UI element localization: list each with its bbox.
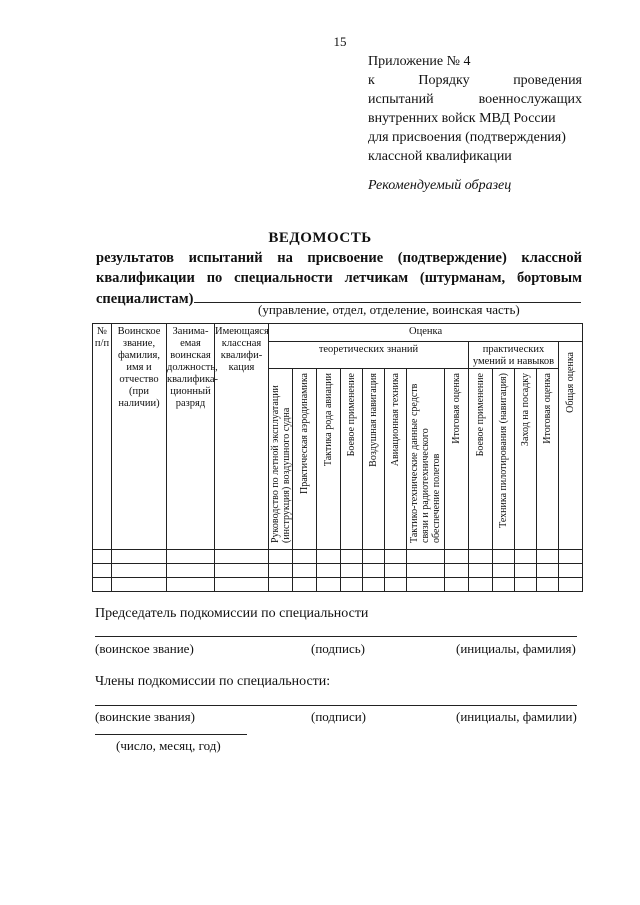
subtitle-word: (штурманам, <box>419 270 506 286</box>
members-fill-line[interactable] <box>95 705 577 706</box>
theory-col-8 <box>445 369 469 550</box>
date-caption: (число, месяц, год) <box>116 738 221 753</box>
subtitle-word: присвоение <box>307 250 384 266</box>
theory-col-3 <box>317 369 341 550</box>
members-initials-caption: (инициалы, фамилии) <box>456 709 577 724</box>
theory-header-text: Боевое применение <box>346 373 357 457</box>
members-signatures-caption: (подписи) <box>311 709 366 724</box>
subtitle-word: бортовым <box>516 270 582 286</box>
header-total-cell <box>559 342 583 550</box>
table-row[interactable] <box>93 578 583 592</box>
appendix-word: испытаний <box>368 92 434 107</box>
appendix-block <box>368 52 582 166</box>
subtitle-word: летчикам <box>344 270 409 286</box>
subtitle-word: специальности <box>234 270 333 286</box>
header-position: Занима-емая воинская должность, квалифика-ционный разряд <box>167 324 215 550</box>
theory-header-text: Тактико-технические данные средств связи и радиотехнического обеспечение полетов <box>408 383 442 543</box>
practice-col-1 <box>469 369 493 550</box>
header-qualification: Имеющаяся классная квалифи-кация <box>215 324 269 550</box>
subtitle-word: по <box>206 270 223 286</box>
practice-header-text: Техника пилотирования (навигация) <box>498 373 509 528</box>
members-label: Члены подкомиссии по специальности: <box>95 674 331 689</box>
header-rank-name: Воинское звание, фамилия, имя и отчество (при наличии) <box>112 324 167 550</box>
chairman-rank-caption: (воинское звание) <box>95 641 194 656</box>
theory-header-text: Тактика рода авиации <box>323 373 334 467</box>
practice-col-2 <box>493 369 515 550</box>
appendix-word: проведения <box>513 73 582 88</box>
chairman-initials-caption: (инициалы, фамилия) <box>456 641 576 656</box>
subtitle-word: на <box>277 250 293 266</box>
subtitle-row-1 <box>96 248 582 268</box>
appendix-word: к <box>368 73 375 88</box>
unit-caption: (управление, отдел, отделение, воинская часть) <box>258 302 520 317</box>
subtitle-word: квалификации <box>96 270 195 286</box>
theory-col-4 <box>341 369 363 550</box>
table-row[interactable] <box>93 564 583 578</box>
theory-header-text: Авиационная техника <box>390 373 401 467</box>
appendix-word: Порядку <box>418 73 470 88</box>
theory-col-7 <box>407 369 445 550</box>
unit-fill-line[interactable] <box>194 288 581 303</box>
recommended-sample: Рекомендуемый образец <box>368 178 512 193</box>
subtitle-word: результатов <box>96 250 174 266</box>
theory-col-5 <box>363 369 385 550</box>
practice-header-text: Боевое применение <box>475 373 486 457</box>
members-ranks-caption: (воинские звания) <box>95 709 195 724</box>
page-number: 15 <box>333 34 347 49</box>
subtitle-word: испытаний <box>188 250 263 266</box>
subtitle-word: специалистам) <box>96 291 194 307</box>
practice-col-4 <box>537 369 559 550</box>
document-subtitle <box>96 248 582 309</box>
appendix-line-4: внутренних войск МВД России <box>368 111 556 126</box>
appendix-row-2 <box>368 71 582 90</box>
header-practice-group: практических умений и навыков <box>469 342 559 369</box>
document-title: ВЕДОМОСТЬ <box>268 230 372 246</box>
appendix-row-3 <box>368 90 582 109</box>
practice-header-text: Заход на посадку <box>520 373 531 447</box>
appendix-word: военнослужащих <box>478 92 582 107</box>
theory-header-text: Практическая аэродинамика <box>299 373 310 495</box>
table-row[interactable] <box>93 550 583 564</box>
appendix-line-6: классной квалификации <box>368 149 512 164</box>
subtitle-word: классной <box>521 250 582 266</box>
chairman-signature-caption: (подпись) <box>311 641 365 656</box>
practice-header-text: Итоговая оценка <box>542 373 553 444</box>
date-fill-line[interactable] <box>95 734 247 735</box>
practice-col-3 <box>515 369 537 550</box>
header-theory-group: теоретических знаний <box>269 342 469 369</box>
chairman-fill-line[interactable] <box>95 636 577 637</box>
theory-header-text: Руководство по летной эксплуатации (инструкция) воздушного судна <box>269 385 292 543</box>
chairman-label: Председатель подкомиссии по специальности <box>95 606 369 621</box>
theory-col-1 <box>269 369 293 550</box>
appendix-title: Приложение № 4 <box>368 54 471 69</box>
header-number: № п/п <box>93 324 112 550</box>
theory-header-text: Итоговая оценка <box>451 373 462 444</box>
theory-header-text: Воздушная навигация <box>368 373 379 467</box>
header-total: Общая оценка <box>565 352 577 413</box>
results-table <box>92 323 583 592</box>
appendix-line-5: для присвоения (подтверждения) <box>368 130 566 145</box>
header-grade: Оценка <box>269 324 583 342</box>
subtitle-word: (подтверждение) <box>397 250 507 266</box>
theory-col-6 <box>385 369 407 550</box>
theory-col-2 <box>293 369 317 550</box>
subtitle-row-2 <box>96 268 582 288</box>
